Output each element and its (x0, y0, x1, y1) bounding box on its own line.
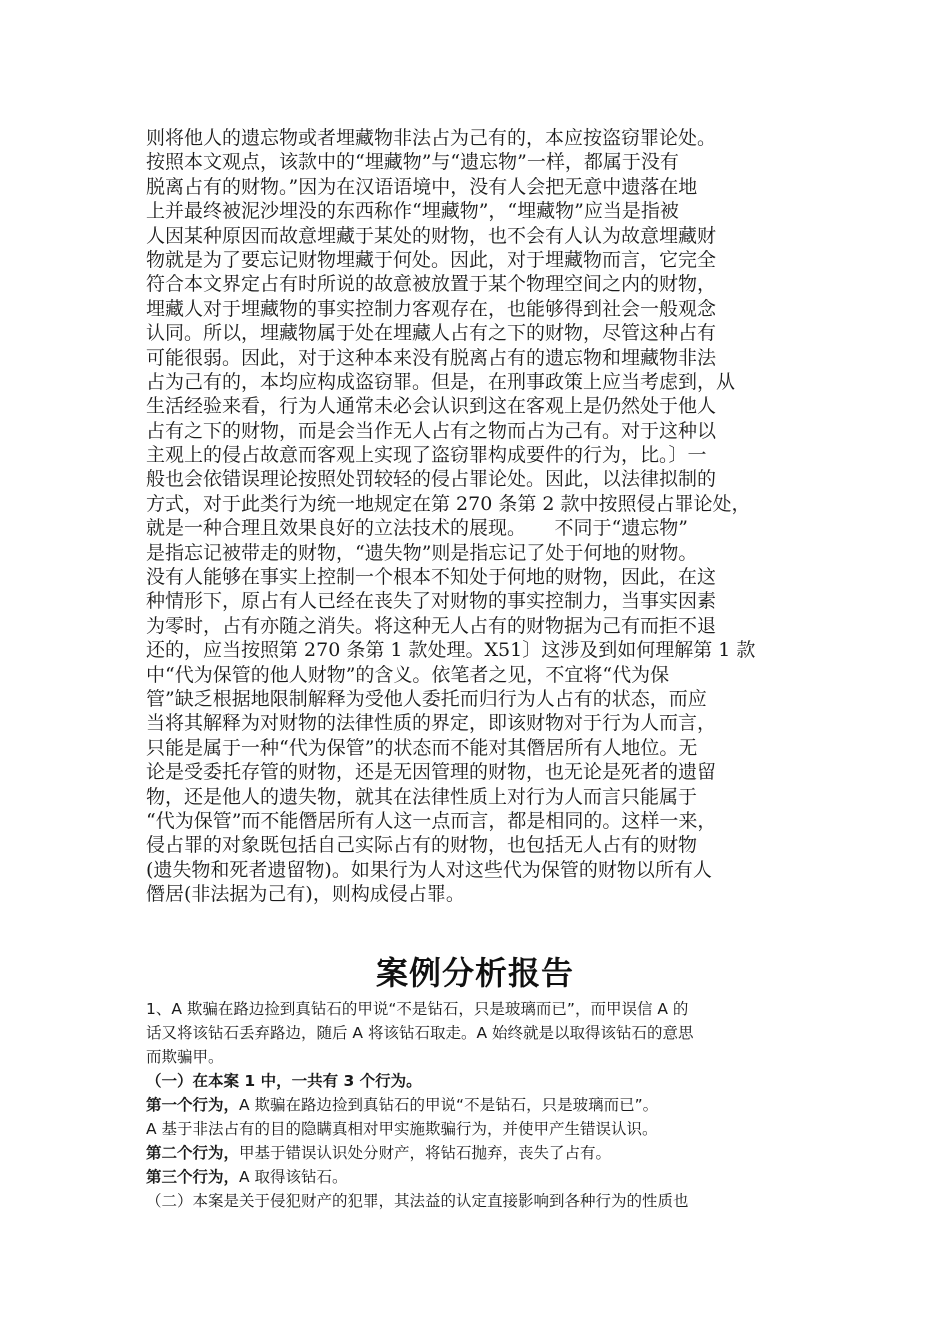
paragraph-line: 管”缺乏根据地限制解释为受他人委托而归行为人占有的状态，而应 (146, 687, 707, 710)
section-text: （二）本案是关于侵犯财产的犯罪，其法益的认定直接影响到各种行为的性质也 (146, 1192, 689, 1210)
paragraph-line: 人因某种原因而故意埋藏于某处的财物，也不会有人认为故意埋藏财 (146, 224, 717, 247)
paragraph-line: 占有之下的财物，而是会当作无人占有之物而占为己有。对于这种以 (146, 419, 717, 442)
paragraph-line: 占为己有的，本均应构成盗窃罪。但是，在刑事政策上应当考虑到，从 (146, 370, 736, 393)
paragraph-line: 僭居(非法据为己有)，则构成侵占罪。 (146, 883, 465, 906)
act-text: 甲基于错误认识处分财产，将钻石抛弃，丧失了占有。 (239, 1144, 612, 1162)
act-text: A 取得该钻石。 (239, 1168, 348, 1186)
act-item (146, 1165, 826, 1189)
paragraph-line: 脱离占有的财物。”因为在汉语语境中，没有人会把无意中遗落在地 (146, 175, 698, 198)
case-intro-line: 话又将该钻石丢弃路边，随后 A 将该钻石取走。A 始终就是以取得该钻石的意思 (146, 1024, 694, 1042)
paragraph-line: 侵占罪的对象既包括自己实际占有的财物，也包括无人占有的财物 (146, 834, 698, 857)
case-intro-line: 1、A 欺骗在路边捡到真钻石的甲说“不是钻石，只是玻璃而已”，而甲误信 A 的 (146, 1000, 689, 1018)
paragraph-line: 为零时，占有亦随之消失。将这种无人占有的财物据为己有而拒不退 (146, 614, 717, 637)
paragraph-line: 是指忘记被带走的财物，“遗失物”则是指忘记了处于何地的财物。 (146, 541, 698, 564)
paragraph-line: “代为保管”而不能僭居所有人这一点而言，都是相同的。这样一来， (146, 809, 717, 832)
paragraph-line: 上并最终被泥沙埋没的东西称作“埋藏物”，“埋藏物”应当是指被 (146, 200, 679, 223)
paragraph-line: 认同。所以，埋藏物属于处在埋藏人占有之下的财物，尽管这种占有 (146, 322, 717, 345)
act-text: A 欺骗在路边捡到真钻石的甲说“不是钻石，只是玻璃而已”。 (239, 1096, 659, 1114)
paragraph-line: 般也会依错误理论按照处罚较轻的侵占罪论处。因此，以法律拟制的 (146, 468, 717, 491)
paragraph-line: 没有人能够在事实上控制一个根本不知处于何地的财物，因此，在这 (146, 566, 717, 589)
page-title: 案例分析报告 (375, 954, 574, 992)
paragraph-line: 中“代为保管的他人财物”的含义。依笔者之见，不宜将“代为保 (146, 663, 670, 686)
paragraph-line: 只能是属于一种“代为保管”的状态而不能对其僭居所有人地位。无 (146, 736, 698, 759)
paragraph-line: 就是一种合理且效果良好的立法技术的展现。 不同于“遗忘物” (146, 517, 688, 540)
paragraph-line: 物就是为了要忘记财物埋藏于何处。因此，对于埋藏物而言，它完全 (146, 248, 717, 271)
paragraph-line: 主观上的侵占故意而客观上实现了盗窃罪构成要件的行为，比。〕一 (146, 444, 707, 467)
act-item (146, 1141, 826, 1165)
paragraph-line: 论是受委托存管的财物，还是无因管理的财物，也无论是死者的遗留 (146, 761, 717, 784)
paragraph-line: 方式，对于此类行为统一地规定在第 270 条第 2 款中按照侵占罪论处， (146, 492, 751, 515)
paragraph-line: 按照本文观点，该款中的“埋藏物”与“遗忘物”一样，都属于没有 (146, 151, 679, 174)
paragraph-line: 则将他人的遗忘物或者埋藏物非法占为己有的，本应按盗窃罪论处。 (146, 127, 717, 149)
paragraph-line: 当将其解释为对财物的法律性质的界定，即该财物对于行为人而言， (146, 712, 717, 735)
paragraph-line: 种情形下，原占有人已经在丧失了对财物的事实控制力，当事实因素 (146, 590, 717, 613)
paragraph-line: 符合本文界定占有时所说的故意被放置于某个物理空间之内的财物， (146, 273, 717, 296)
act-label: 第一个行为， (146, 1096, 240, 1114)
case-intro-line: 而欺骗甲。 (146, 1048, 224, 1066)
act-item (146, 1093, 826, 1117)
paragraph-line: 还的，应当按照第 270 条第 1 款处理。X51〕这涉及到如何理解第 1 款 (146, 639, 756, 662)
act-label: 第三个行为， (146, 1168, 240, 1186)
act-detail: A 基于非法占有的目的隐瞒真相对甲实施欺骗行为，并使甲产生错误认识。 (146, 1120, 658, 1138)
paragraph-line: 可能很弱。因此，对于这种本来没有脱离占有的遗忘物和埋藏物非法 (146, 346, 717, 369)
paragraph-line: (遗失物和死者遗留物)。如果行为人对这些代为保管的财物以所有人 (146, 858, 712, 881)
section-heading: （一）在本案 1 中，一共有 3 个行为。 (146, 1072, 422, 1090)
act-label: 第二个行为， (146, 1144, 240, 1162)
paragraph-line: 生活经验来看，行为人通常未必会认识到这在客观上是仍然处于他人 (146, 395, 717, 418)
paragraph-line: 物，还是他人的遗失物，就其在法律性质上对行为人而言只能属于 (146, 785, 698, 808)
case-analysis (146, 997, 826, 1213)
paragraph-line: 埋藏人对于埋藏物的事实控制力客观存在，也能够得到社会一般观念 (146, 297, 717, 320)
body-text (146, 126, 826, 907)
